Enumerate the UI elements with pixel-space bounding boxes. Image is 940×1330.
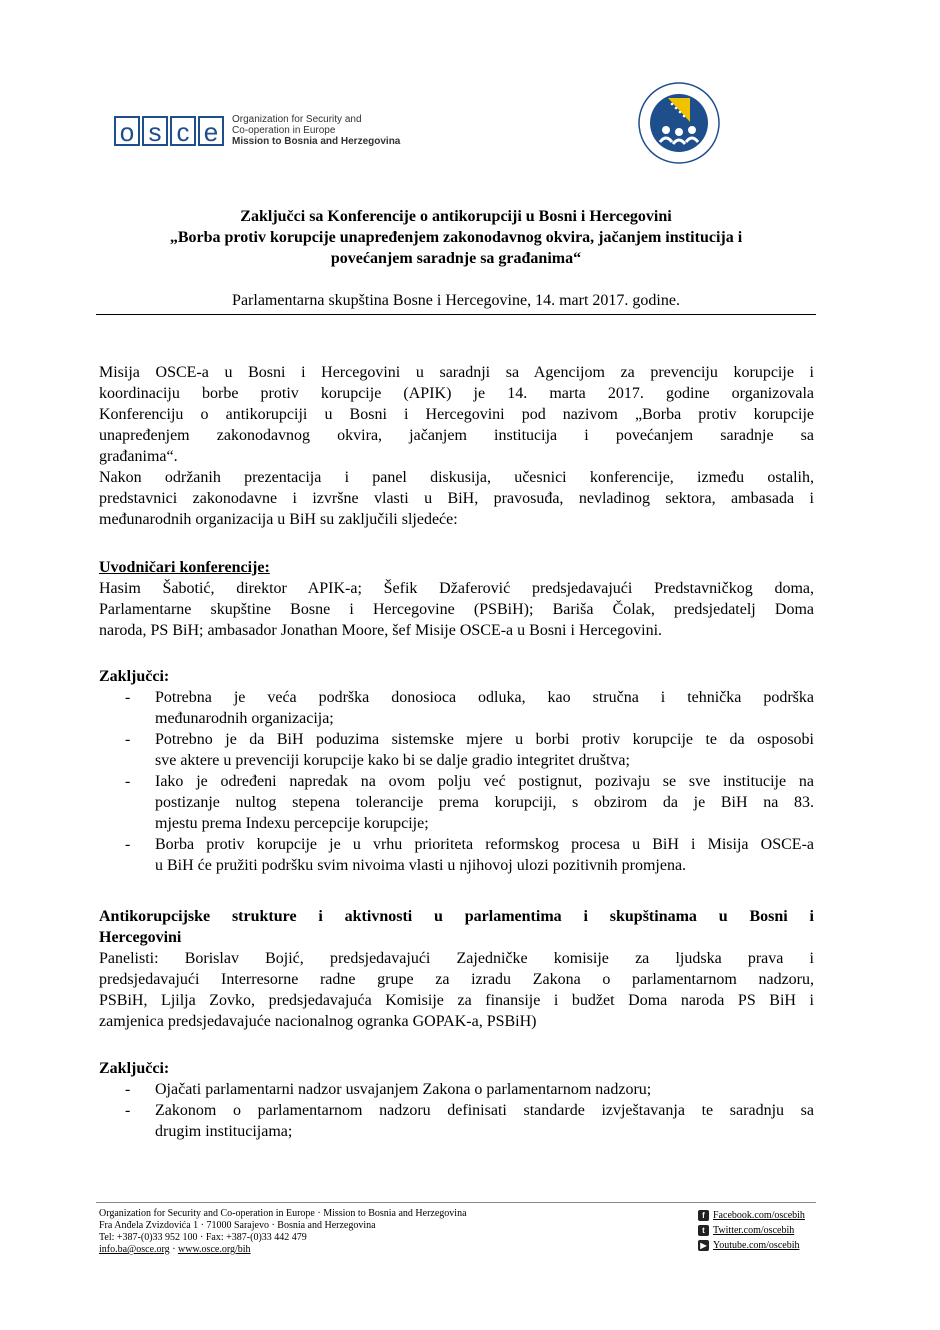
footer-divider bbox=[96, 1202, 816, 1203]
website-link[interactable]: www.osce.org/bih bbox=[178, 1244, 251, 1255]
intro-line: međunarodnih organizacija u BiH su zaključili sljedeće: bbox=[99, 511, 458, 528]
list-item: - Potrebno je da BiH poduzima sistemske mjere u borbi protiv korupcije te da osposobi sve aktere u prevenciji korupcije kako bi se dalje gradio integritet društva; bbox=[125, 731, 814, 769]
list-item: - Borba protiv korupcije je u vrhu prioriteta reformskog procesa u BiH i Misija OSCE-a u BiH će pružiti podršku svim nivoima vlasti u njihovoj ulozi pozitivnih promjena. bbox=[125, 836, 814, 874]
footer-street-line: Fra Anđela Zvizdovića 1 · 71000 Sarajevo · Bosnia and Herzegovina bbox=[99, 1220, 376, 1231]
footer-contact-line bbox=[99, 1244, 467, 1256]
osce-letter-c: c bbox=[170, 116, 196, 146]
facebook-icon: f bbox=[698, 1210, 709, 1221]
apik-seal-icon bbox=[638, 82, 720, 164]
speakers-line: naroda, PS BiH; ambasador Jonathan Moore, šef Misije OSCE-a u Bosni i Hercegovini. bbox=[99, 622, 663, 639]
youtube-link[interactable]: ▶ Youtube.com/oscebih bbox=[698, 1238, 805, 1253]
conclusions-heading-2: Zaključci: bbox=[99, 1060, 170, 1077]
list-bullet-dash: - bbox=[125, 1081, 131, 1098]
panelists-line: PSBiH, Ljilja Zovko, predsjedavajuća Komisije za finansije i budžet Doma naroda PS BiH i bbox=[99, 992, 814, 1009]
speakers-heading: Uvodničari konferencije: bbox=[99, 559, 270, 576]
list-bullet-dash: - bbox=[125, 1102, 131, 1119]
document-subtitle: Parlamentarna skupština Bosne i Hercegovine, 14. mart 2017. godine. bbox=[232, 292, 680, 309]
intro-line: predstavnici zakonodavne i izvršne vlasti u BiH, pravosuđa, nevladinog sektora, ambasada i bbox=[99, 490, 814, 507]
email-link[interactable]: info.ba@osce.org bbox=[99, 1244, 170, 1255]
panelists-line: Panelisti: Borislav Bojić, predsjedavajući Zajedničke komisije za ljudska prava i bbox=[99, 950, 814, 967]
footer-social bbox=[698, 1208, 805, 1253]
intro-line: građanima“. bbox=[99, 448, 178, 465]
intro-line: Konferenciju o antikorupciji u Bosni i Hercegovini pod nazivom „Borba protiv korupcije bbox=[99, 406, 814, 423]
osce-letter-s: s bbox=[142, 116, 168, 146]
conclusions-list-1 bbox=[99, 687, 814, 876]
panelists-line: zamjenica predsjedavajuće nacionalnog ogranka GOPAK-a, PSBiH) bbox=[99, 1013, 537, 1030]
facebook-link[interactable]: f Facebook.com/oscebih bbox=[698, 1208, 805, 1223]
speakers-line: Hasim Šabotić, direktor APIK-a; Šefik Džaferović predsjedavajući Predstavničkog doma, bbox=[99, 580, 814, 597]
osce-org-name bbox=[232, 114, 400, 147]
org-line-2: Co-operation in Europe bbox=[232, 125, 336, 136]
intro-line: Misija OSCE-a u Bosni i Hercegovini u saradnji sa Agencijom za prevenciju korupcije i bbox=[99, 364, 814, 381]
speakers-line: Parlamentarne skupštine Bosne i Hercegovine (PSBiH); Bariša Čolak, predsjedatelj Doma bbox=[99, 601, 814, 618]
panelists-paragraph bbox=[99, 948, 814, 1032]
footer-phone-line: Tel: +387-(0)33 952 100 · Fax: +387-(0)33 442 479 bbox=[99, 1232, 307, 1243]
document-title bbox=[96, 206, 816, 269]
osce-letters bbox=[114, 116, 226, 146]
list-item: - Iako je određeni napredak na ovom polju već postignut, pozivaju se sve institucije na postizanje nultog stepena tolerancije prema korupciji, s obzirom da je BiH na 83. mjestu prema Indexu percepcije korupcije; bbox=[125, 773, 814, 832]
list-bullet-dash: - bbox=[125, 836, 131, 853]
org-line-3: Mission to Bosnia and Herzegovina bbox=[232, 136, 401, 147]
osce-letter-e: e bbox=[198, 116, 224, 146]
footer-org-line: Organization for Security and Co-operation in Europe · Mission to Bosnia and Herzegovina bbox=[99, 1208, 467, 1219]
list-bullet-dash: - bbox=[125, 689, 131, 706]
list-item: - Potrebna je veća podrška donosioca odluka, kao stručna i tehnička podrška međunarodnih organizacija; bbox=[125, 689, 814, 727]
conclusions-list-2 bbox=[99, 1079, 814, 1142]
intro-line: Nakon održanih prezentacija i panel diskusija, učesnici konferencije, između ostalih, bbox=[99, 469, 814, 486]
speakers-paragraph bbox=[99, 578, 814, 641]
title-line-2: „Borba protiv korupcije unapređenjem zakonodavnog okvira, jačanjem institucija i bbox=[169, 229, 743, 246]
conclusions-heading-1: Zaključci: bbox=[99, 668, 170, 685]
twitter-icon: t bbox=[698, 1225, 709, 1236]
list-item: - Ojačati parlamentarni nadzor usvajanjem Zakona o parlamentarnom nadzoru; bbox=[125, 1081, 652, 1098]
footer-separator: · bbox=[169, 1244, 179, 1255]
org-line-1: Organization for Security and bbox=[232, 114, 362, 125]
intro-line: koordinaciju borbe protiv korupcije (APIK) je 14. marta 2017. godine organizovala bbox=[99, 385, 814, 402]
title-divider bbox=[96, 314, 816, 315]
list-item: - Zakonom o parlamentarnom nadzoru definisati standarde izvještavanja te saradnju sa drugim institucijama; bbox=[125, 1102, 814, 1140]
footer-address bbox=[99, 1208, 467, 1256]
list-bullet-dash: - bbox=[125, 731, 131, 748]
panelists-line: predsjedavajući Interresorne radne grupe za izradu Zakona o parlamentarnom nadzoru, bbox=[99, 971, 814, 988]
osce-letter-o: o bbox=[114, 116, 140, 146]
section-2-heading: Antikorupcijske strukture i aktivnosti u parlamentima i skupštinama u Bosni i Hercegovini bbox=[99, 908, 814, 946]
intro-line: unapređenjem zakonodavnog okvira, jačanjem institucija i povećanjem saradnje sa bbox=[99, 427, 814, 444]
youtube-icon: ▶ bbox=[698, 1240, 709, 1251]
title-line-3: povećanjem saradnje sa građanima“ bbox=[330, 250, 582, 267]
twitter-link[interactable]: t Twitter.com/oscebih bbox=[698, 1223, 805, 1238]
intro-paragraph bbox=[99, 362, 814, 530]
title-line-1: Zaključci sa Konferencije o antikorupciji u Bosni i Hercegovini bbox=[240, 208, 672, 225]
list-bullet-dash: - bbox=[125, 773, 131, 790]
osce-logo bbox=[114, 114, 400, 147]
